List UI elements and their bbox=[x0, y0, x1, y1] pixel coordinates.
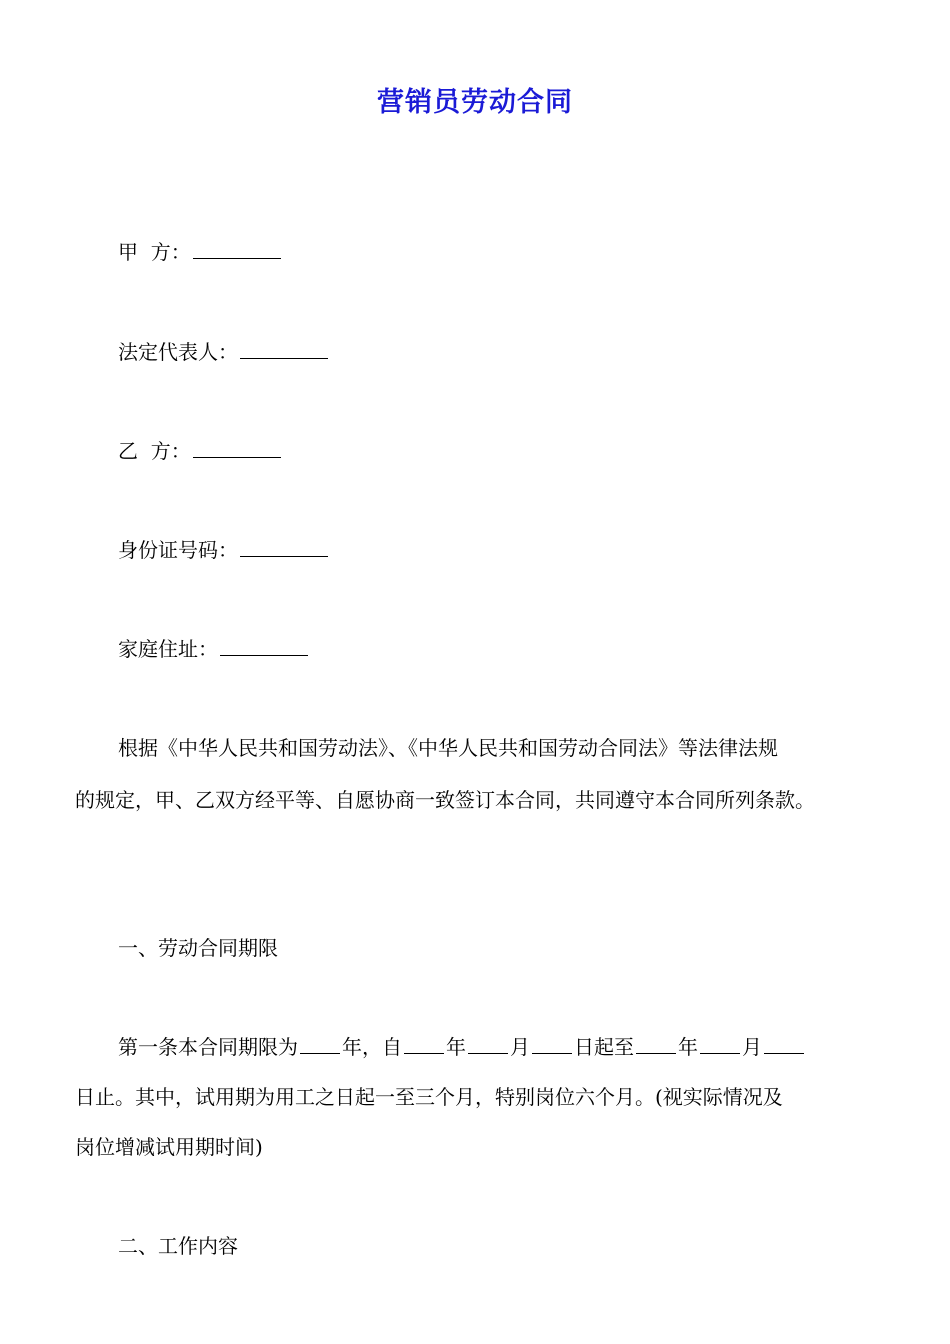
article-1-text-6: 年 bbox=[678, 1035, 698, 1059]
preamble-line-2: 的规定，甲、乙双方经平等、自愿协商一致签订本合同，共同遵守本合同所列条款。 bbox=[75, 788, 815, 812]
end-day-blank[interactable] bbox=[764, 1033, 804, 1054]
article-1-text-5: 日起至 bbox=[574, 1035, 634, 1059]
article-1-text-7: 月 bbox=[742, 1035, 762, 1059]
party-a-blank[interactable] bbox=[193, 238, 281, 259]
article-1-line-3: 岗位增减试用期时间) bbox=[75, 1135, 263, 1159]
article-1-text-3: 年 bbox=[446, 1035, 466, 1059]
end-month-blank[interactable] bbox=[700, 1033, 740, 1054]
article-1-line-1 bbox=[118, 1033, 806, 1061]
party-b-label: 乙 方： bbox=[118, 439, 191, 463]
legal-representative-label: 法定代表人： bbox=[118, 340, 238, 364]
id-number-field bbox=[118, 536, 328, 564]
preamble-line-1: 根据《中华人民共和国劳动法》、《中华人民共和国劳动合同法》等法律法规 bbox=[118, 736, 778, 760]
party-b-blank[interactable] bbox=[193, 437, 281, 458]
legal-representative-field bbox=[118, 338, 328, 366]
section-1-heading: 一、劳动合同期限 bbox=[118, 936, 278, 960]
document-title: 营销员劳动合同 bbox=[377, 87, 573, 118]
start-year-blank[interactable] bbox=[404, 1033, 444, 1054]
legal-representative-blank[interactable] bbox=[240, 338, 328, 359]
party-b-field bbox=[118, 437, 281, 465]
article-1-text-1: 第一条本合同期限为 bbox=[118, 1035, 298, 1059]
start-day-blank[interactable] bbox=[532, 1033, 572, 1054]
party-a-label: 甲 方： bbox=[118, 240, 191, 264]
id-number-label: 身份证号码： bbox=[118, 538, 238, 562]
home-address-label: 家庭住址： bbox=[118, 637, 218, 661]
party-a-field bbox=[118, 238, 281, 266]
section-2-heading: 二、工作内容 bbox=[118, 1234, 238, 1258]
article-1-text-4: 月 bbox=[510, 1035, 530, 1059]
start-month-blank[interactable] bbox=[468, 1033, 508, 1054]
home-address-blank[interactable] bbox=[220, 635, 308, 656]
article-1-text-2: 年，自 bbox=[342, 1035, 402, 1059]
article-1-line-2: 日止。其中，试用期为用工之日起一至三个月，特别岗位六个月。(视实际情况及 bbox=[75, 1085, 783, 1109]
end-year-blank[interactable] bbox=[636, 1033, 676, 1054]
home-address-field bbox=[118, 635, 308, 663]
term-years-blank[interactable] bbox=[300, 1033, 340, 1054]
id-number-blank[interactable] bbox=[240, 536, 328, 557]
